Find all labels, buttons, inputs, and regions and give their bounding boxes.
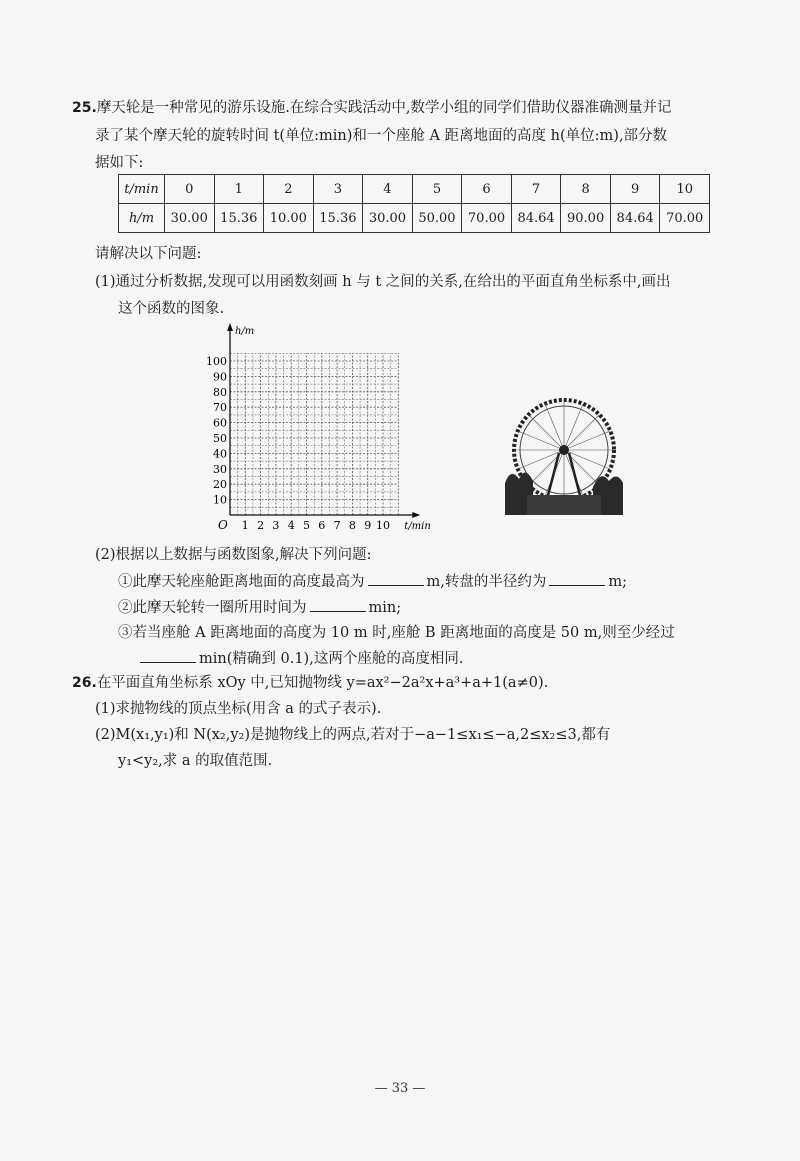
q25-part1-line2: 这个函数的图象.: [118, 301, 225, 317]
q25-sub3-line1: ③若当座舱 A 距离地面的高度为 10 m 时,座舱 B 距离地面的高度是 50 m,则至少经过: [118, 625, 675, 641]
y-tick-label: 40: [213, 447, 227, 461]
q26-part2-line1: (2)M(x₁,y₁)和 N(x₂,y₂)是抛物线上的两点,若对于−a−1≤x₁≤−a,2≤x₂≤3,都有: [95, 727, 611, 743]
y-tick-label: 50: [213, 432, 227, 445]
q25-stem-line3: 据如下:: [95, 155, 144, 171]
table-cell: 30.00: [164, 204, 214, 233]
x-tick-label: 4: [287, 519, 295, 532]
x-axis-arrow: [412, 512, 420, 518]
origin-label: O: [218, 518, 228, 532]
answer-blank[interactable]: [140, 648, 196, 663]
table-cell: 4: [363, 175, 413, 204]
y-axis-arrow: [227, 323, 233, 331]
q25-instruction: 请解决以下问题:: [95, 246, 202, 262]
table-cell: 70.00: [462, 204, 512, 233]
data-table: [118, 174, 710, 233]
y-tick-label: 20: [213, 478, 227, 492]
x-tick-label: 3: [272, 519, 280, 532]
q25-number: 25.: [72, 100, 97, 116]
y-tick-label: 70: [213, 401, 227, 415]
y-tick-label: 10: [213, 493, 227, 507]
x-tick-label: 2: [257, 519, 265, 532]
q25-part1-line1: (1)通过分析数据,发现可以用函数刻画 h 与 t 之间的关系,在给出的平面直角坐标系中,画出: [95, 274, 671, 290]
table-cell: 3: [313, 175, 363, 204]
ferris-wheel-photo: [505, 395, 623, 515]
y-tick-label: 90: [213, 370, 227, 384]
t-header: t/min: [119, 175, 165, 204]
table-cell: 10.00: [264, 204, 314, 233]
q25-part2-intro: (2)根据以上数据与函数图象,解决下列问题:: [95, 547, 372, 563]
answer-blank[interactable]: [549, 571, 605, 586]
table-cell: 90.00: [561, 204, 611, 233]
h-header: h/m: [119, 204, 165, 233]
coordinate-grid: [190, 323, 440, 533]
x-tick-label: 8: [348, 519, 356, 532]
x-tick-label: 9: [364, 519, 372, 532]
table-cell: 5: [412, 175, 462, 204]
x-tick-label: 10: [376, 519, 390, 532]
x-tick-label: 5: [303, 519, 310, 532]
table-cell: 30.00: [363, 204, 413, 233]
q26-stem: 26.在平面直角坐标系 xOy 中,已知抛物线 y=ax²−2a²x+a³+a+1(a≠0).: [72, 675, 549, 691]
table-row-h: [119, 204, 710, 233]
q25-sub2: ②此摩天轮转一圈所用时间为 min;: [118, 597, 401, 618]
table-cell: 1: [214, 175, 264, 204]
y-tick-label: 60: [213, 416, 227, 430]
table-cell: 10: [660, 175, 710, 204]
table-cell: 70.00: [660, 204, 710, 233]
y-axis-label: h/m: [235, 326, 255, 337]
x-tick-label: 1: [241, 519, 249, 532]
table-cell: 84.64: [610, 204, 660, 233]
table-cell: 15.36: [313, 204, 363, 233]
table-cell: 6: [462, 175, 512, 204]
table-cell: 7: [511, 175, 561, 204]
q26-number: 26.: [72, 675, 97, 691]
table-cell: 8: [561, 175, 611, 204]
q26-part1: (1)求抛物线的顶点坐标(用含 a 的式子表示).: [95, 701, 382, 717]
table-cell: 84.64: [511, 204, 561, 233]
answer-blank[interactable]: [310, 597, 366, 612]
table-cell: 0: [164, 175, 214, 204]
page-number: — 33 —: [374, 1081, 426, 1096]
table-row-t: [119, 175, 710, 204]
table-cell: 9: [610, 175, 660, 204]
x-tick-label: 6: [318, 519, 326, 532]
x-tick-label: 7: [333, 519, 341, 532]
y-tick-label: 30: [213, 462, 227, 476]
table-cell: 50.00: [412, 204, 462, 233]
x-axis-label: t/min: [404, 521, 431, 532]
y-tick-label: 80: [213, 385, 227, 399]
answer-blank[interactable]: [368, 571, 424, 586]
table-cell: 2: [264, 175, 314, 204]
q25-stem-line1: 25.摩天轮是一种常见的游乐设施.在综合实践活动中,数学小组的同学们借助仪器准确测量并记: [72, 100, 672, 116]
q25-stem-line2: 录了某个摩天轮的旋转时间 t(单位:min)和一个座舱 A 距离地面的高度 h(单位:m),部分数: [95, 128, 668, 144]
table-cell: 15.36: [214, 204, 264, 233]
q25-sub1: ①此摩天轮座舱距离地面的高度最高为 m,转盘的半径约为 m;: [118, 571, 627, 592]
q25-sub3-line2: min(精确到 0.1),这两个座舱的高度相同.: [140, 648, 463, 669]
q26-part2-line2: y₁<y₂,求 a 的取值范围.: [118, 753, 273, 769]
y-tick-label: 100: [206, 355, 227, 368]
